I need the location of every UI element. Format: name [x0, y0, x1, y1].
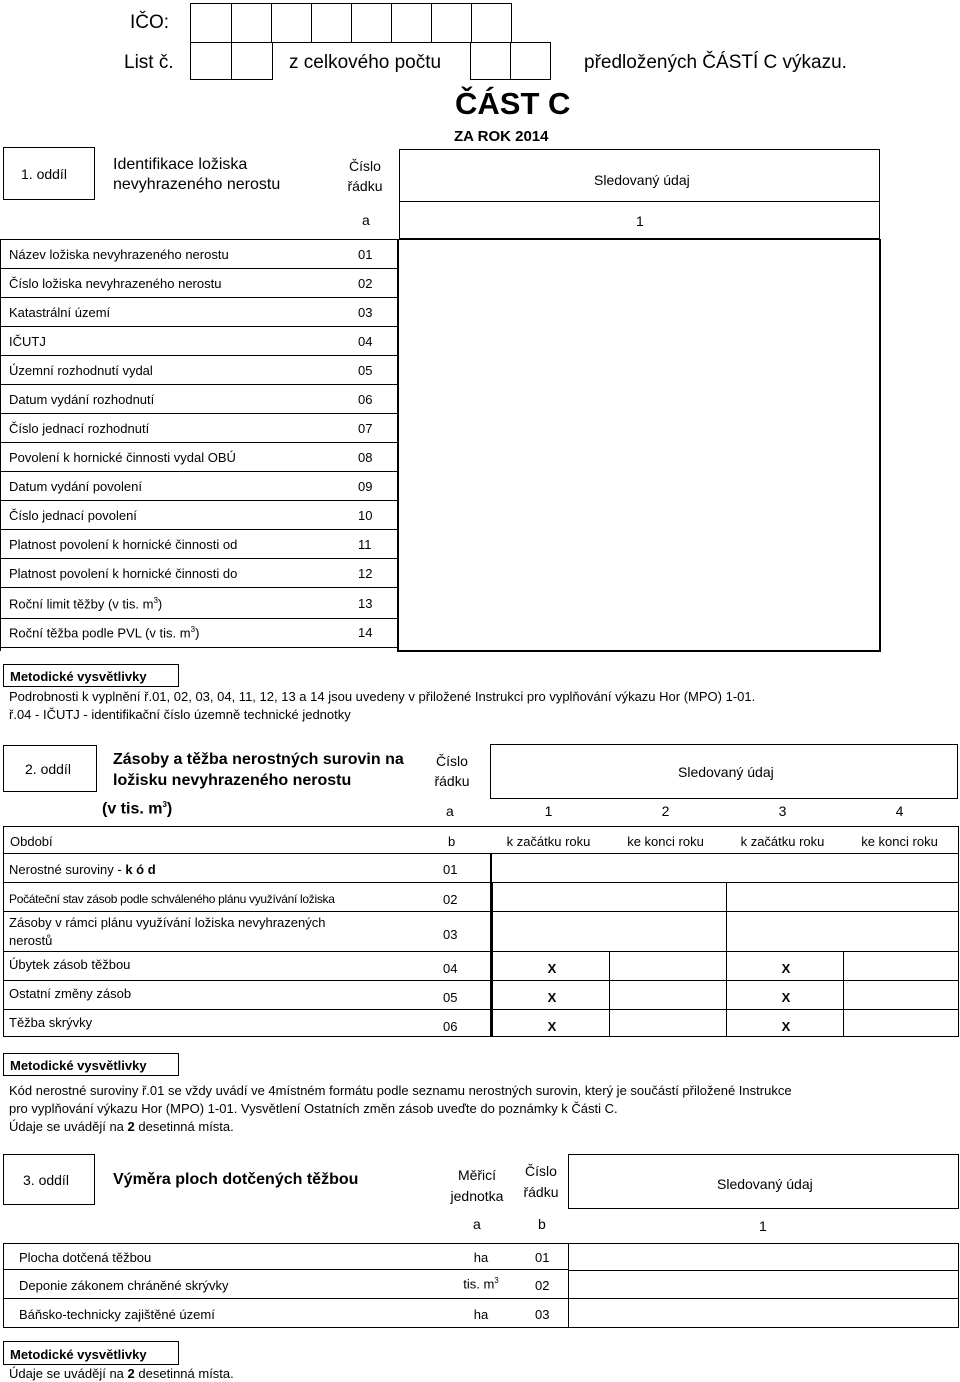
- section1-table: [0, 239, 882, 653]
- section2-row-03-input-1[interactable]: [492, 911, 727, 952]
- section1-method-title: Metodické vysvětlivky: [10, 669, 147, 684]
- section2-period-col-3: k začátku roku: [740, 834, 825, 849]
- section2-col-3: 3: [778, 803, 787, 819]
- section1-row-05-num: 05: [358, 363, 373, 378]
- section1-row-08-label: Povolení k hornické činnosti vydal OBÚ: [9, 450, 236, 465]
- section2-row-05-x3: X: [781, 990, 791, 1005]
- section3-number-box: [3, 1154, 95, 1205]
- section2-row-03-num: 03: [443, 927, 458, 942]
- section2-row-06-x3: X: [781, 1019, 791, 1034]
- section1-row-12-label: Platnost povolení k hornické činnosti do: [9, 566, 238, 581]
- section1-title-line2: nevyhrazeného nerostu: [113, 176, 281, 193]
- section3-row-03-label: Báňsko-technicky zajištěné území: [19, 1307, 215, 1322]
- section1-row-col-line1: Číslo: [349, 158, 381, 174]
- section2-row-03-label: [9, 914, 325, 950]
- section2-table: [3, 853, 959, 1037]
- section2-row-04-cell-1: [492, 951, 610, 981]
- section2-row-03-label-line1: Zásoby v rámci plánu využívání ložiska nevyhrazených: [9, 915, 326, 930]
- section1-row-07-num: 07: [358, 421, 373, 436]
- section3-col-a: a: [473, 1216, 481, 1232]
- section1-row-06-num: 06: [358, 392, 373, 407]
- section2-row-05-label: Ostatní změny zásob: [9, 986, 132, 1001]
- section3-header-value-box: [568, 1154, 959, 1209]
- total-label: z celkového počtu: [289, 52, 442, 73]
- section3-row-col-line1: Číslo: [525, 1163, 557, 1179]
- section2-col-4: 4: [895, 803, 904, 819]
- section1-row-12-num: 12: [358, 566, 373, 581]
- section2-header-value-box: [490, 744, 958, 799]
- section3-row-col-header: [516, 1161, 566, 1203]
- section2-row-05-cell-1: [492, 980, 610, 1010]
- section3-method-title-box: [3, 1341, 179, 1365]
- section2-method-title: Metodické vysvětlivky: [10, 1058, 147, 1073]
- section3-unit-col-header: [444, 1165, 510, 1207]
- section3-row-col-line2: řádku: [523, 1184, 559, 1200]
- section2-row-04-x3: X: [781, 961, 791, 976]
- section2-row-01-num: 01: [443, 862, 458, 877]
- section2-method-line1: Kód nerostné suroviny ř.01 se vždy uvádí ve 4místném formátu podle seznamu nerostných surovin, který je součástí přiložené Instrukce: [9, 1083, 792, 1098]
- section2-value-col-header: Sledovaný údaj: [678, 764, 774, 780]
- section2-title-line2: ložisku nevyhrazeného nerostu: [113, 772, 352, 789]
- section2-col-a: a: [446, 803, 454, 819]
- section2-row-03-label-line2: nerostů: [9, 933, 53, 948]
- year-label: ZA ROK 2014: [454, 128, 549, 145]
- list-label: List č.: [124, 52, 174, 73]
- section3-unit-col-line2: jednotka: [450, 1188, 504, 1204]
- section3-title: Výměra ploch dotčených těžbou: [113, 1171, 359, 1188]
- section2-row-02-num: 02: [443, 892, 458, 907]
- section2-row-col-line2: řádku: [434, 773, 470, 789]
- ico-input-cells[interactable]: [190, 3, 512, 43]
- section2-title: [113, 749, 404, 791]
- section2-row-04-input-2[interactable]: [609, 951, 727, 981]
- section1-row-06-label: Datum vydání rozhodnutí: [9, 392, 155, 407]
- section2-row-01-input[interactable]: [492, 853, 958, 883]
- section3-table: [3, 1243, 960, 1329]
- section2-period-col-2: ke konci roku: [627, 834, 704, 849]
- section1-row-14-label: Roční těžba podle PVL (v tis. $m^3$): [9, 625, 200, 641]
- section1-row-01-num: 01: [358, 247, 373, 262]
- section3-row-01-input[interactable]: [569, 1244, 958, 1271]
- section2-row-col-header: [427, 751, 477, 791]
- section1-row-04-num: 04: [358, 334, 373, 349]
- section1-row-10-label: Číslo jednací povolení: [9, 508, 137, 523]
- section2-row-05-num: 05: [443, 990, 458, 1005]
- section3-col-b: b: [538, 1216, 546, 1232]
- section3-row-02-input[interactable]: [569, 1270, 958, 1299]
- section1-header-value-box: [399, 149, 880, 202]
- section1-title: [113, 155, 280, 195]
- section1-number: 1. oddíl: [21, 166, 67, 182]
- section1-row-04-label: IČUTJ: [9, 334, 46, 349]
- section1-row-03-label: Katastrální území: [9, 305, 111, 320]
- section2-row-04-input-4[interactable]: [843, 951, 959, 981]
- section2-period-col-4: ke konci roku: [861, 834, 938, 849]
- section3-row-01-unit: ha: [473, 1250, 489, 1265]
- section2-row-04-label: Úbytek zásob těžbou: [9, 957, 131, 972]
- section2-number: 2. oddíl: [25, 761, 71, 777]
- section3-row-02-num: 02: [535, 1278, 550, 1293]
- section3-row-03-num: 03: [535, 1307, 550, 1322]
- section3-row-02-label: Deponie zákonem chráněné skrývky: [19, 1278, 229, 1293]
- section1-value-area[interactable]: [399, 240, 879, 650]
- section2-row-02-label: Počáteční stav zásob podle schváleného plánu využívání ložiska: [9, 892, 335, 906]
- section2-row-06-num: 06: [443, 1019, 458, 1034]
- section2-title-line1: Zásoby a těžba nerostných surovin na: [113, 751, 404, 768]
- section1-row-11-label: Platnost povolení k hornické činnosti od: [9, 537, 238, 552]
- section1-row-13-num: 13: [358, 596, 373, 611]
- section2-row-05-input-2[interactable]: [609, 980, 727, 1010]
- section1-row-02-label: Číslo ložiska nevyhrazeného nerostu: [9, 276, 222, 291]
- section1-col-1: 1: [636, 213, 644, 229]
- section1-row-05-label: Územní rozhodnutí vydal: [9, 363, 153, 378]
- section2-row-05-x1: X: [547, 990, 557, 1005]
- section2-row-01-label: Nerostné suroviny - k ó d: [9, 862, 156, 877]
- section1-method-title-box: [3, 664, 179, 687]
- section3-row-01-label: Plocha dotčená těžbou: [19, 1250, 152, 1265]
- section1-row-02-num: 02: [358, 276, 373, 291]
- section2-row-04-x1: X: [547, 961, 557, 976]
- section2-row-03-input-2[interactable]: [726, 911, 959, 952]
- section2-row-02-input-1[interactable]: [492, 882, 727, 912]
- part-title: ČÁST C: [455, 86, 571, 121]
- section1-row-14-num: 14: [358, 625, 373, 640]
- section1-value-col-header: Sledovaný údaj: [594, 172, 690, 188]
- section1-row-09-label: Datum vydání povolení: [9, 479, 142, 494]
- section2-row-04-cell-3: [726, 951, 844, 981]
- section2-row-06-input-2[interactable]: [609, 1009, 727, 1037]
- section1-row-col-header: [340, 156, 390, 196]
- section2-method-line2: pro vyplňování výkazu Hor (MPO) 1-01. Vysvětlení Ostatních změn zásob uveďte do poznámky k Části C.: [9, 1101, 618, 1116]
- section1-number-box: [3, 147, 95, 200]
- section3-col-1: 1: [759, 1218, 767, 1234]
- section2-row-col-line1: Číslo: [436, 753, 468, 769]
- section2-col-1: 1: [544, 803, 553, 819]
- section1-title-line1: Identifikace ložiska: [113, 156, 248, 173]
- section2-col-b: b: [448, 834, 456, 849]
- section1-row-10-num: 10: [358, 508, 373, 523]
- section2-period-row: [3, 826, 959, 854]
- total-count-input[interactable]: [470, 42, 551, 80]
- section3-row-01-num: 01: [535, 1250, 550, 1265]
- ico-label: IČO:: [130, 12, 170, 33]
- section3-unit-col-line1: Měřicí: [457, 1167, 497, 1183]
- section2-row-05-input-4[interactable]: [843, 980, 959, 1010]
- section2-row-02-input-2[interactable]: [726, 882, 959, 912]
- section3-number: 3. oddíl: [23, 1172, 69, 1188]
- section2-row-06-input-4[interactable]: [843, 1009, 959, 1037]
- section2-row-04-num: 04: [443, 961, 458, 976]
- section1-col-a: a: [362, 212, 370, 228]
- section1-row-11-num: 11: [358, 537, 372, 552]
- section2-col-2: 2: [661, 803, 670, 819]
- section1-row-07-label: Číslo jednací rozhodnutí: [9, 421, 150, 436]
- section2-number-box: [3, 745, 97, 792]
- section3-method-line: Údaje se uvádějí na 2 desetinná místa.: [9, 1366, 234, 1381]
- section3-row-03-unit: ha: [473, 1307, 489, 1322]
- section3-value-col-header: Sledovaný údaj: [717, 1176, 813, 1192]
- section2-row-06-cell-3: [726, 1009, 844, 1037]
- list-number-input[interactable]: [190, 42, 273, 80]
- section2-period-col-1: k začátku roku: [506, 834, 591, 849]
- section1-col1-box: [399, 201, 880, 239]
- submitted-label: předložených ČÁSTÍ C výkazu.: [584, 52, 847, 73]
- section1-method-line1: Podrobnosti k vyplnění ř.01, 02, 03, 04, 11, 12, 13 a 14 jsou uvedeny v přiložené Instrukci pro vyplňování výkazu Hor (MPO) 1-01.: [9, 689, 756, 704]
- section1-row-01-label: Název ložiska nevyhrazeného nerostu: [9, 247, 229, 262]
- section1-row-09-num: 09: [358, 479, 373, 494]
- section2-row-06-x1: X: [547, 1019, 557, 1034]
- section1-row-08-num: 08: [358, 450, 373, 465]
- section2-period-label: Období: [10, 834, 53, 849]
- section1-method-line2: ř.04 - IČUTJ - identifikační číslo územně technické jednotky: [9, 707, 351, 722]
- section1-row-col-line2: řádku: [347, 178, 383, 194]
- section3-method-title: Metodické vysvětlivky: [10, 1347, 147, 1362]
- section2-row-06-label: Těžba skrývky: [9, 1015, 93, 1030]
- section3-row-03-input[interactable]: [569, 1299, 958, 1327]
- section2-method-title-box: [3, 1053, 179, 1076]
- section3-row-02-unit: tis. $m^3$: [463, 1276, 499, 1292]
- section2-row-06-cell-1: [492, 1009, 610, 1037]
- section2-method-line3: Údaje se uvádějí na 2 desetinná místa.: [9, 1119, 234, 1134]
- section1-row-03-num: 03: [358, 305, 373, 320]
- section2-unit: (v tis. $m^3$): [102, 800, 173, 818]
- section1-row-13-label: Roční limit těžby (v tis. $m^3$): [9, 596, 163, 612]
- section2-row-05-cell-3: [726, 980, 844, 1010]
